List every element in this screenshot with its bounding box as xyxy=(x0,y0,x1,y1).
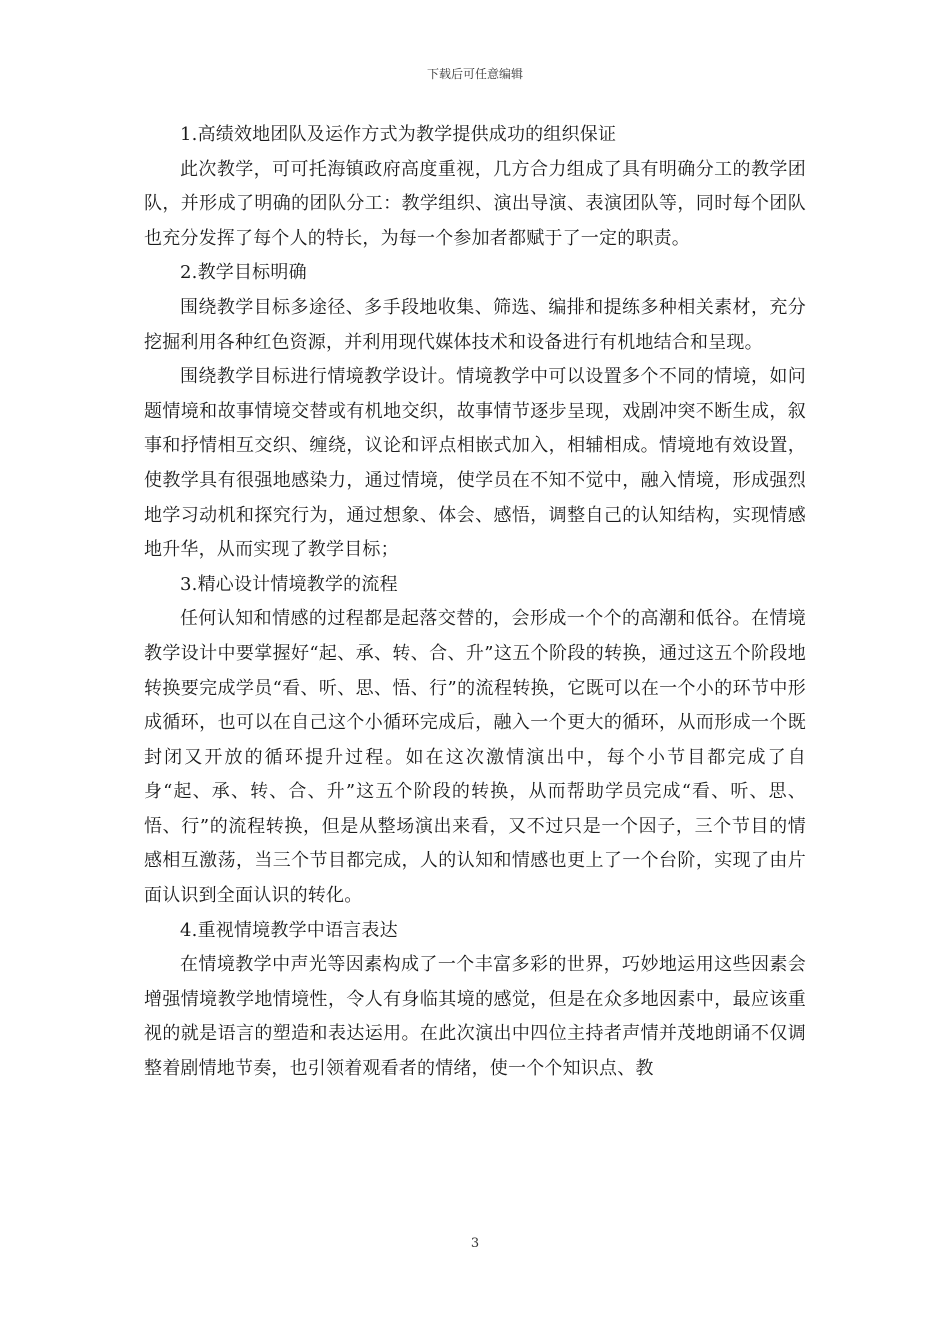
section-heading: 3.精心设计情境教学的流程 xyxy=(180,573,398,595)
paragraph: 在情境教学中声光等因素构成了一个丰富多彩的世界，巧妙地运用这些因素会增强情境教学地情境性，令人有身临其境的感觉，但是在众多地因素中，最应该重视的就是语言的塑造和表达运用。在此次演出中四位主持者声情并茂地朗诵不仅调整着剧情地节奏，也引领着观看者的情绪，使一个个知识点、教 xyxy=(144,954,806,1080)
paragraph: 此次教学，可可托海镇政府高度重视，几方合力组成了具有明确分工的教学团队，并形成了明确的团队分工：教学组织、演出导演、表演团队等，同时每个团队也充分发挥了每个人的特长，为每一个参加者都赋于了一定的职责。 xyxy=(144,158,806,249)
page-header: 下载后可任意编辑 xyxy=(426,67,523,81)
document-body xyxy=(144,118,806,1087)
section-heading: 4.重视情境教学中语言表达 xyxy=(180,919,398,941)
paragraph: 围绕教学目标进行情境教学设计。情境教学中可以设置多个不同的情境，如问题情境和故事情境交替或有机地交织，故事情节逐步呈现，戏剧冲突不断生成，叙事和抒情相互交织、缠绕，议论和评点相嵌式加入，相辅相成。情境地有效设置，使教学具有很强地感染力，通过情境，使学员在不知不觉中，融入情境，形成强烈地学习动机和探究行为，通过想象、体会、感悟，调整自己的认知结构，实现情感地升华，从而实现了教学目标； xyxy=(144,366,806,561)
paragraph: 围绕教学目标多途径、多手段地收集、筛选、编排和提练多种相关素材，充分挖掘利用各种红色资源，并利用现代媒体技术和设备进行有机地结合和呈现。 xyxy=(144,296,806,353)
section-heading: 1.高绩效地团队及运作方式为教学提供成功的组织保证 xyxy=(180,124,617,145)
page-number: 3 xyxy=(470,1236,480,1251)
paragraph: 任何认知和情感的过程都是起落交替的，会形成一个个的高潮和低谷。在情境教学设计中要掌握好“起、承、转、合、升”这五个阶段的转换，通过这五个阶段地转换要完成学员“看、听、思、悟、行”的流程转换，它既可以在一个小的环节中形成循环，也可以在自己这个小循环完成后，融入一个更大的循环，从而形成一个既封闭又开放的循环提升过程。如在这次激情演出中，每个小节目都完成了自身“起、承、转、合、升”这五个阶段的转换，从而帮助学员完成“看、听、思、悟、行”的流程转换，但是从整场演出来看，又不过只是一个因子，三个节目的情感相互激荡，当三个节目都完成，人的认知和情感也更上了一个台阶，实现了由片面认识到全面认识的转化。 xyxy=(144,608,806,907)
section-heading: 2.教学目标明确 xyxy=(180,262,307,284)
